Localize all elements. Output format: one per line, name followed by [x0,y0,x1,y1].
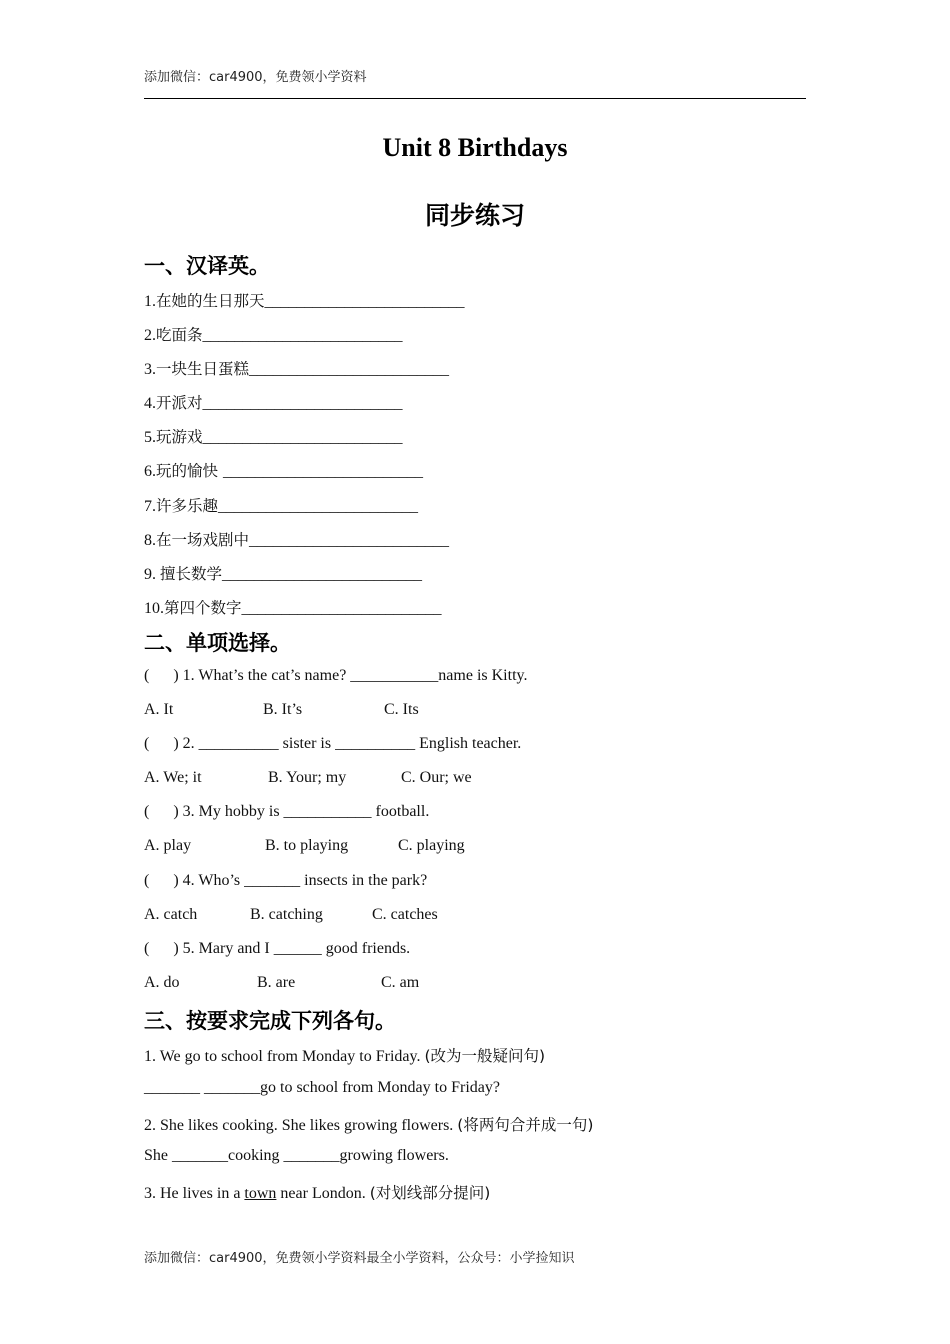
item-text: 一块生日蛋糕 [156,360,250,378]
translation-item [144,596,442,618]
option-a[interactable]: A. play [144,837,192,854]
question-text: 2. She likes cooking. She likes growing flowers. [144,1117,458,1134]
option-c[interactable]: C. catches [372,906,438,923]
item-text: 在一场戏剧中 [156,531,250,549]
item-number: 7. [144,498,156,515]
answer-blank[interactable]: _________________________ [264,293,465,310]
item-number: 10. [144,600,164,617]
option-row [144,837,465,855]
section-heading-multiple-choice: 二、单项选择。 [144,631,291,655]
option-b[interactable]: B. Your; my [268,769,347,786]
question-stem: ( ) 3. My hobby is ___________ football. [144,803,430,820]
option-a[interactable]: A. catch [144,906,198,923]
question-stem: ( ) 5. Mary and I ______ good friends. [144,940,411,957]
option-row [144,769,472,787]
answer-line[interactable]: _______ _______go to school from Monday to Friday? [144,1079,500,1096]
item-text: 在她的生日那天 [156,292,265,310]
item-text: 玩的愉快 [156,462,223,480]
answer-blank[interactable]: _________________________ [222,463,423,480]
item-text: 擅长数学 [160,565,223,583]
translation-item [144,289,465,311]
option-c[interactable]: C. Our; we [401,769,472,786]
question-text: 3. He lives in a [144,1185,245,1202]
page-title: Unit 8 Birthdays [382,133,568,162]
item-number: 6. [144,463,156,480]
translation-item [144,494,418,516]
rewrite-question [144,1113,593,1135]
option-c[interactable]: C. am [381,974,420,991]
option-b[interactable]: B. catching [250,906,323,923]
translation-item [144,391,403,413]
answer-blank[interactable]: _________________________ [249,361,450,378]
option-row [144,701,419,719]
rewrite-question [144,1044,545,1066]
translation-item [144,562,422,584]
option-a[interactable]: A. It [144,701,174,718]
item-number: 5. [144,429,156,446]
translation-item [144,425,403,447]
option-a[interactable]: A. do [144,974,180,991]
translation-item [144,528,449,550]
header-note: 添加微信：car4900，免费领小学资料 [144,70,367,85]
option-b[interactable]: B. are [257,974,296,991]
option-row [144,906,438,924]
section-heading-translation: 一、汉译英。 [144,254,270,278]
header-divider [144,98,806,99]
instruction-note: (改为一般疑问句) [424,1047,546,1065]
page-subtitle: 同步练习 [424,201,525,230]
question-text: 1. We go to school from Monday to Friday. [144,1048,425,1065]
option-b[interactable]: B. It’s [263,701,303,718]
question-text: near London. [276,1185,370,1202]
footer-note: 添加微信：car4900，免费领小学资料最全小学资料，公众号：小学捡知识 [144,1251,575,1266]
item-text: 吃面条 [156,326,203,344]
answer-blank[interactable]: _________________________ [218,498,419,515]
answer-blank[interactable]: _________________________ [202,327,403,344]
instruction-note: (将两句合并成一句) [457,1116,594,1134]
option-c[interactable]: C. Its [384,701,419,718]
translation-item [144,357,449,379]
answer-blank[interactable]: _________________________ [202,395,403,412]
translation-item [144,323,403,345]
item-number: 3. [144,361,156,378]
item-number: 2. [144,327,156,344]
item-text: 开派对 [156,394,203,412]
option-row [144,974,419,992]
item-number: 4. [144,395,156,412]
underlined-word: town [244,1185,277,1202]
answer-line[interactable]: She _______cooking _______growing flowers. [144,1147,449,1164]
question-stem: ( ) 2. __________ sister is __________ English teacher. [144,735,522,752]
answer-blank[interactable]: _________________________ [249,532,450,549]
answer-blank[interactable]: _________________________ [241,600,442,617]
section-heading-rewrite: 三、按要求完成下列各句。 [144,1009,396,1033]
answer-blank[interactable]: _________________________ [202,429,403,446]
item-text: 玩游戏 [156,428,203,446]
item-text: 许多乐趣 [156,497,219,515]
item-number: 9. [144,566,160,583]
option-a[interactable]: A. We; it [144,769,202,786]
option-b[interactable]: B. to playing [265,837,349,854]
question-stem: ( ) 4. Who’s _______ insects in the park? [144,872,428,889]
item-number: 8. [144,532,156,549]
option-c[interactable]: C. playing [398,837,465,854]
answer-blank[interactable]: _________________________ [222,566,423,583]
item-number: 1. [144,293,156,310]
rewrite-question [144,1181,490,1203]
question-stem: ( ) 1. What’s the cat’s name? ___________name is Kitty. [144,667,528,684]
item-text: 第四个数字 [164,599,242,617]
instruction-note: (对划线部分提问) [369,1184,491,1202]
translation-item [144,459,423,481]
